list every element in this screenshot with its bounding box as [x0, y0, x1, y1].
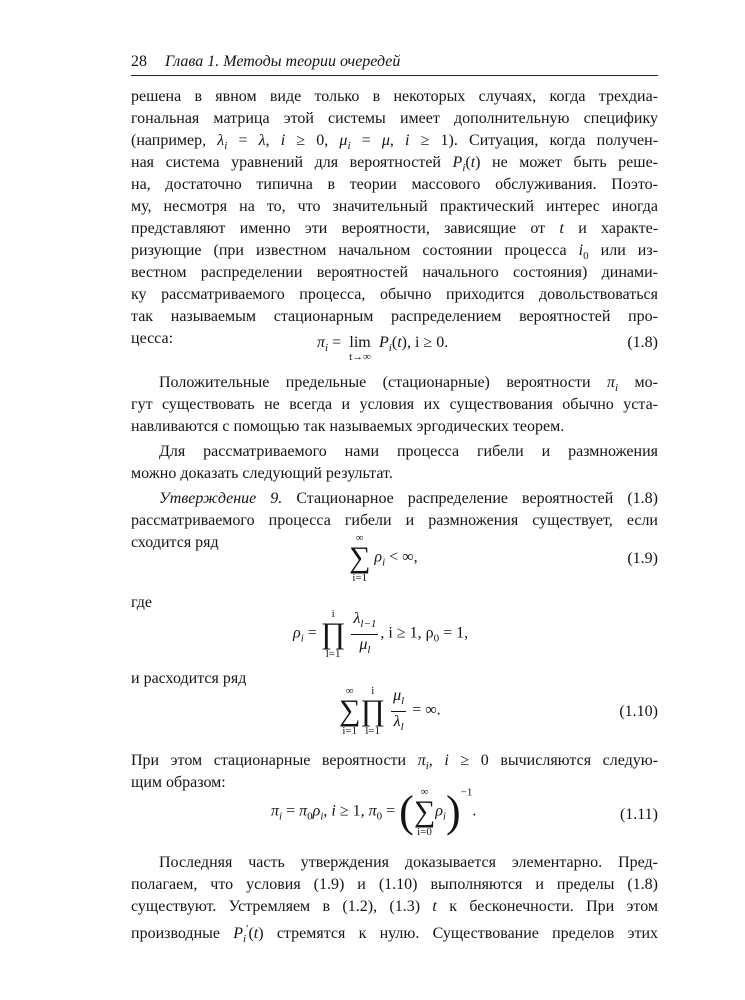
text-line: Для рассматриваемого нами процесса гибели и размножения [159, 443, 658, 460]
text-line: Положительные предельные (стационарные) вероятности $\pi_i$ мо- [159, 374, 658, 394]
text-line: му, несмотря на то, что значительный практический интерес иногда [131, 198, 658, 215]
equation-1-11: $\pi_i = \pi_0\rho_i$, i ≥ 1, $\pi_0$ = ( ∞ ∑ i=0 $\rho_i)^{-1}$. (1.11) [271, 786, 658, 838]
running-title: Глава 1. Методы теории очередей [165, 53, 401, 70]
text-line: производные $P_i'(t)$ стремятся к нулю. Существование пределов этих [131, 923, 659, 945]
text-line: так называемым стационарным распределением вероятностей про- [131, 308, 658, 325]
equation-number: (1.9) [627, 550, 658, 567]
text-line: можно доказать следующий результат. [131, 465, 393, 482]
text-line: ная система уравнений для вероятностей $P_i(t)$ не может быть реше- [131, 154, 659, 174]
text-line: и расходится ряд [131, 670, 247, 687]
text-line: щим образом: [131, 774, 226, 791]
equation-number: (1.8) [627, 334, 658, 351]
text-line: полагаем, что условия (1.9) и (1.10) выполняются и пределы (1.8) [131, 876, 658, 893]
text-line: Последняя часть утверждения доказывается элементарно. Пред- [159, 854, 658, 871]
text-line: вестном распределении вероятностей начального состояния) динами- [131, 264, 658, 281]
equation-1-10: ∞ ∑ i=1 i ∏ l=1 $\frac{\mu_l}{\lambda_l}$ = ∞. (1.10) [339, 685, 658, 737]
text-line: (например, $\lambda_i = \lambda$, i ≥ 0, $\mu_i = \mu$, i ≥ 1). Ситуация, когда получен- [131, 132, 659, 152]
text-line: решена в явном виде только в некоторых случаях, когда трехдиа- [131, 88, 658, 105]
text-line: ку рассматриваемого процесса, обычно приходится довольствоваться [131, 286, 658, 303]
page-number: 28 [131, 53, 147, 70]
equation-1-8: $\pi_i$ = lim t→∞ $P_i(t)$, i ≥ 0. (1.8) [317, 334, 658, 363]
text-line: представляют именно эти вероятности, зависящие от t и характе- [131, 220, 659, 237]
text-line: цесса: [131, 330, 174, 347]
text-line: рассматриваемого процесса гибели и размножения существует, если [131, 512, 658, 529]
text-line: на, достаточно типична в теории массового обслуживания. Поэто- [131, 176, 658, 193]
equation-rho-definition: $\rho_i$ = i ∏ l=1 $\frac{\lambda_{l-1}}{\mu_l}$ , i ≥ 1, $\rho_0 = 1$, [293, 608, 469, 660]
header-rule [131, 75, 658, 76]
text-line: гут существовать не всегда и условия их существования обычно уста- [131, 396, 658, 413]
text-line: Утверждение 9. Стационарное распределение вероятностей (1.8) [159, 490, 659, 507]
equation-1-9: ∞ ∑ i=1 $\rho_i$ < ∞, (1.9) [349, 532, 658, 584]
text-line: При этом стационарные вероятности $\pi_i$, i ≥ 0 вычисляются следую- [131, 752, 659, 772]
running-header [131, 50, 657, 74]
text-line: существуют. Устремляем в (1.2), (1.3) t к бесконечности. При этом [131, 898, 659, 915]
equation-number: (1.10) [619, 703, 658, 720]
text-line: где [131, 594, 153, 611]
text-line: сходится ряд [131, 534, 219, 551]
text-line: навливаются с помощью так называемых эргодических теорем. [131, 418, 565, 435]
text-line: гональная матрица этой системы имеет дополнительную специфику [131, 110, 658, 127]
equation-number: (1.11) [619, 806, 658, 823]
text-line: ризующие (при известном начальном состоянии процесса $i_0$ или из- [131, 242, 659, 262]
